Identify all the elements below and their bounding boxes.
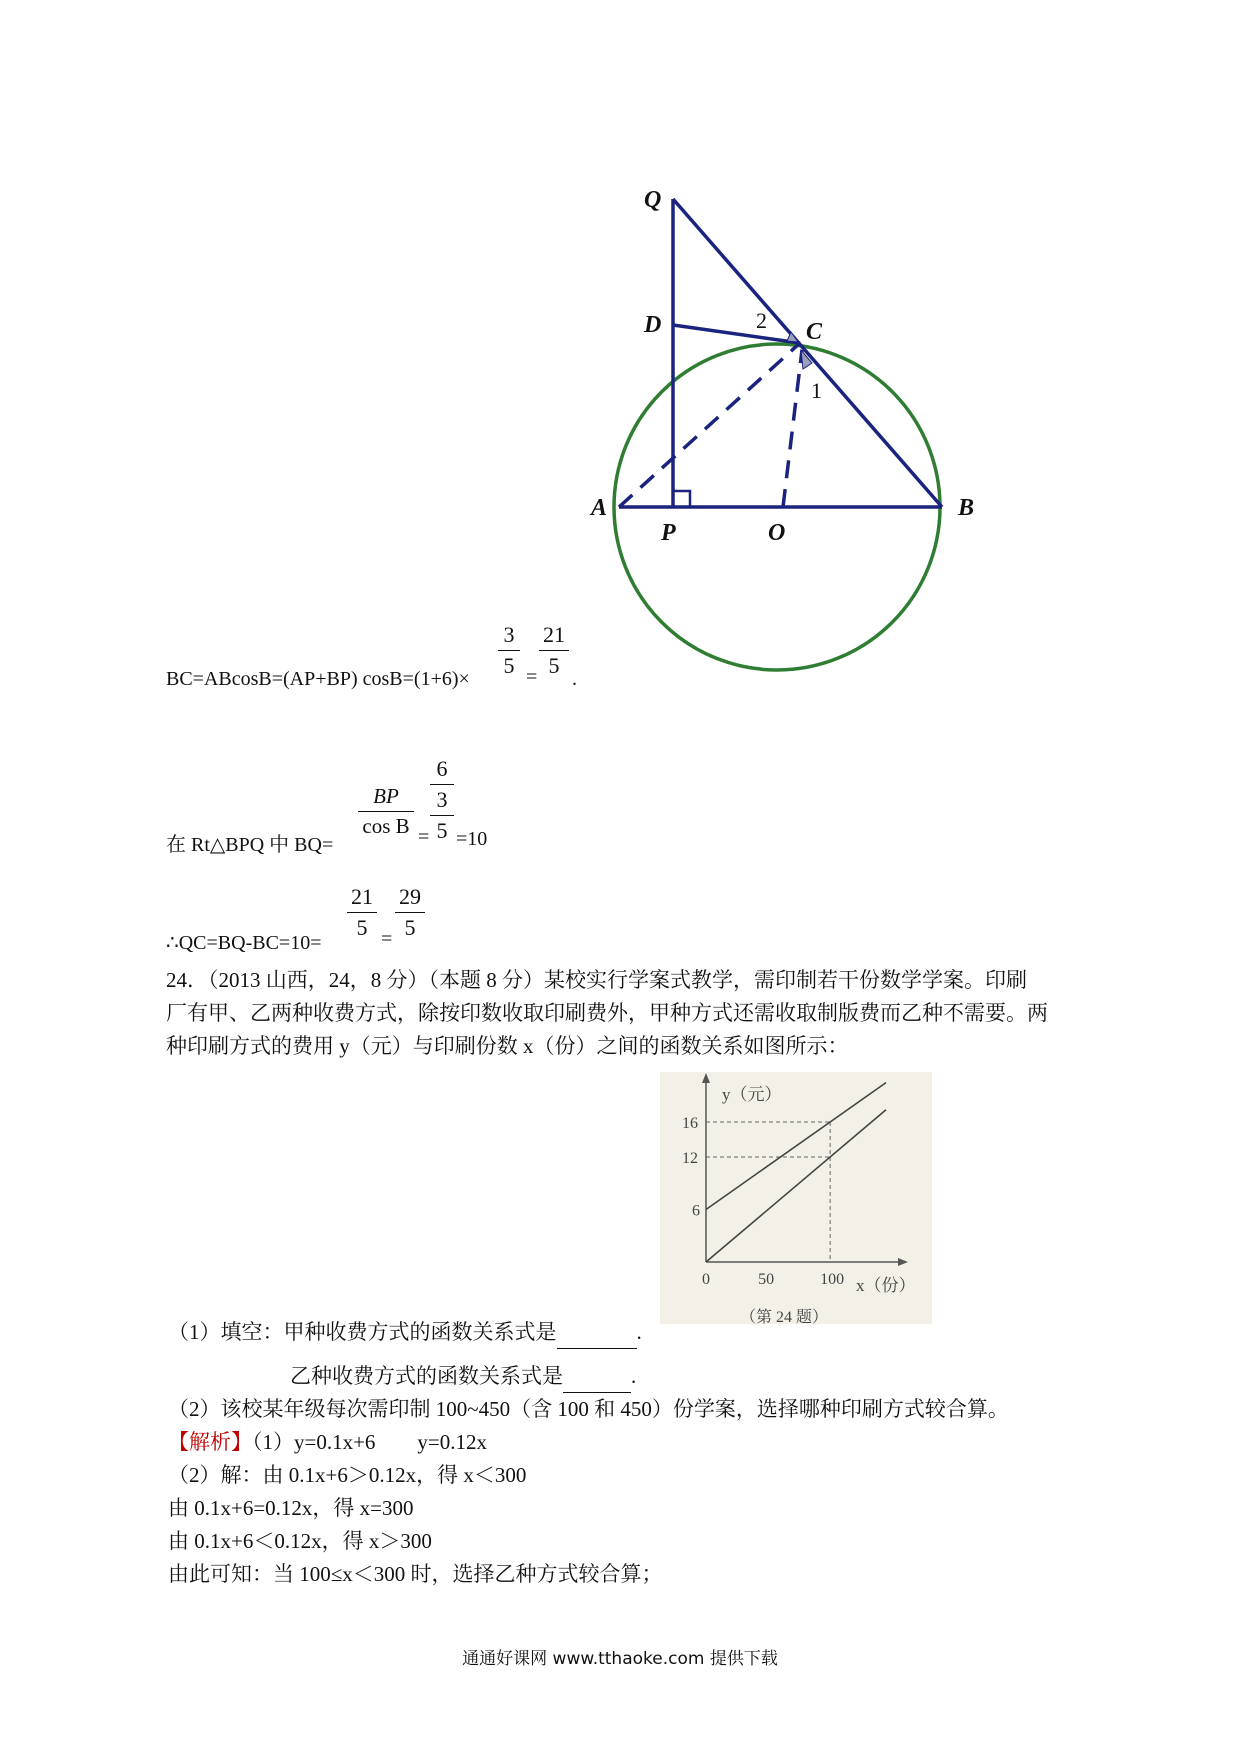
- chart-series: [706, 1083, 886, 1262]
- label-b: B: [958, 495, 975, 521]
- chart-guides: [706, 1122, 830, 1262]
- label-angle-2: 2: [756, 308, 767, 333]
- y-tick-6: 6: [692, 1202, 700, 1220]
- chart-x-label: x（份）: [856, 1276, 916, 1295]
- equation-qc: ∴QC=BQ-BC=10=: [166, 932, 322, 954]
- x-tick-50: 50: [758, 1271, 775, 1288]
- label-c: C: [806, 319, 823, 345]
- y-axis-arrow: [702, 1073, 710, 1083]
- segment-dc: [673, 325, 800, 343]
- question-1a-text: （1）填空：甲种收费方式的函数关系式是: [168, 1320, 557, 1344]
- equals-sign: =: [526, 666, 538, 688]
- answer-tag: 【解析】: [168, 1430, 252, 1454]
- answer-line-5: 由此可知：当 100≤x＜300 时，选择乙种方式较合算；: [168, 1562, 663, 1586]
- equals-sign-3: =: [381, 928, 393, 950]
- equals-sign-2: =: [418, 826, 430, 848]
- label-q: Q: [644, 187, 662, 213]
- page-footer: 通通好课网 www.tthaoke.com 提供下载: [462, 1649, 778, 1669]
- equation-bc: BC=ABcosB=(AP+BP) cosB=(1+6)×: [166, 668, 470, 690]
- x-tick-0: 0: [702, 1271, 710, 1288]
- problem-line-2: 厂有甲、乙两种收费方式，除按印数收取印刷费外，甲种方式还需收取制版费而乙种不需要。两: [166, 1001, 1048, 1025]
- answer-section: [168, 1426, 663, 1591]
- answer-blank-2[interactable]: [563, 1370, 631, 1393]
- answer-line-3: 由 0.1x+6=0.12x，得 x=300: [168, 1496, 414, 1520]
- answer-line-2: （2）解：由 0.1x+6＞0.12x，得 x＜300: [168, 1463, 527, 1487]
- dashed-oc: [783, 350, 802, 507]
- question-1a-end: .: [636, 1320, 642, 1344]
- label-angle-1: 1: [811, 378, 822, 403]
- label-p: P: [661, 520, 676, 546]
- fraction-21-5-b: 21 5: [347, 884, 377, 941]
- question-2: （2）该校某年级每次需印制 100~450（含 100 和 450）份学案，选择哪种印刷方式较合算。: [168, 1397, 1009, 1421]
- fraction-29-5: 29 5: [395, 884, 425, 941]
- y-tick-16: 16: [682, 1115, 698, 1132]
- fraction-bp-cosb: BP cos B: [358, 784, 414, 839]
- label-a: A: [591, 495, 608, 521]
- problem-line-3: 种印刷方式的费用 y（元）与印刷份数 x（份）之间的函数关系如图所示：: [166, 1034, 849, 1058]
- label-o: O: [768, 520, 786, 546]
- problem-line-1: 24．（2013 山西，24，8 分）（本题 8 分）某校实行学案式教学，需印制若干份数学学案。印刷: [166, 968, 1027, 992]
- x-axis-arrow: [898, 1258, 908, 1266]
- right-angle-mark: [673, 491, 690, 507]
- equation-bq: 在 Rt△BPQ 中 BQ=: [166, 834, 334, 856]
- answer-blank-1[interactable]: [557, 1326, 637, 1349]
- question-1a: [168, 1316, 642, 1349]
- segment-qb: [673, 199, 942, 507]
- period: .: [572, 668, 577, 690]
- x-tick-100: 100: [820, 1271, 845, 1288]
- answer-line-4: 由 0.1x+6＜0.12x，得 x＞300: [168, 1529, 432, 1553]
- question-1b: [290, 1360, 636, 1393]
- fraction-3-5: 3 5: [498, 622, 520, 679]
- cost-chart: [660, 1072, 932, 1324]
- chart-caption: （第 24 题）: [740, 1309, 829, 1324]
- problem-24: [166, 964, 1048, 1063]
- label-d: D: [644, 312, 662, 338]
- dashed-ac: [619, 343, 800, 507]
- series-line-yi: [706, 1110, 886, 1262]
- chart-y-label: y（元）: [722, 1085, 782, 1104]
- fraction-6-over-3-5: 6 3 5: [430, 756, 454, 844]
- question-1b-text: 乙种收费方式的函数关系式是: [290, 1364, 563, 1388]
- fraction-21-5: 21 5: [539, 622, 569, 679]
- equals-ten: =10: [456, 828, 488, 850]
- answer-line-1: （1）y=0.1x+6 y=0.12x: [252, 1430, 488, 1454]
- geometry-figure: [0, 0, 1240, 700]
- question-1b-end: .: [631, 1364, 637, 1388]
- y-tick-12: 12: [682, 1150, 698, 1167]
